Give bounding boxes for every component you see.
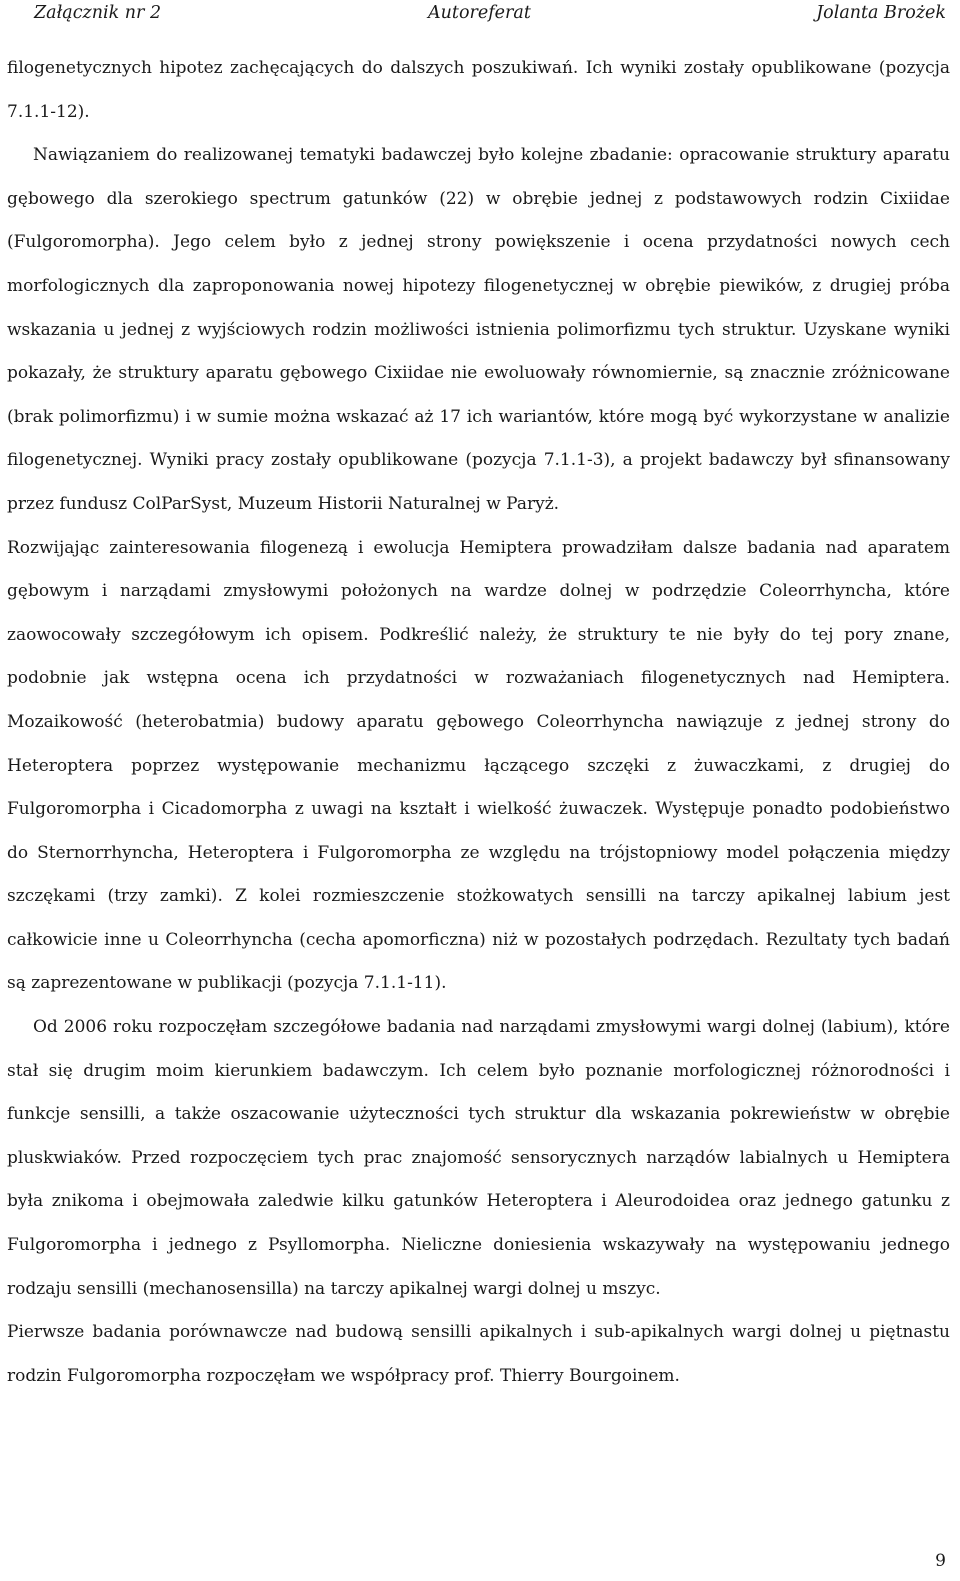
paragraph-fulgoromorpha: Pierwsze badania porównawcze nad budową sensilli apikalnych i sub-apikalnych wargi dolnej u piętnastu rodzin Fulgoromorpha rozpoczęłam we współpracy prof. Thierry Bourgoinem. [7,1322,950,1386]
page-header [34,0,946,26]
document-body [7,47,950,1398]
paragraph-labium-sensilla: Od 2006 roku rozpoczęłam szczegółowe badania nad narządami zmysłowymi wargi dolnej (labium), które stał się drugim moim kierunkiem badawczym. Ich celem było poznanie morfologicznej różnorodności i funkcje sensilli, a także oszacowanie użyteczności tych struktur dla wskazania pokrewieństw w obrębie pluskwiaków. Przed rozpoczęciem tych prac znajomość sensorycznych narządów labialnych u Hemiptera była znikoma i obejmowała zaledwie kilku gatunków Heteroptera i Aleurodoidea oraz jednego gatunku z Fulgoromorpha i jednego z Psyllomorpha. Nieliczne doniesienia wskazywały na występowaniu jednego rodzaju sensilli (mechanosensilla) na tarczy apikalnej wargi dolnej u mszyc. [7,1017,950,1299]
page-number: 9 [935,1551,946,1571]
paragraph-cixiidae: Nawiązaniem do realizowanej tematyki badawczej było kolejne zbadanie: opracowanie struktury aparatu gębowego dla szerokiego spectrum gatunków (22) w obrębie jednej z podstawowych rodzin Cixiidae (Fulgoromorpha). Jego celem było z jednej strony powiększenie i ocena przydatności nowych cech morfologicznych dla zaproponowania nowej hipotezy filogenetycznej w obrębie piewików, z drugiej próba wskazania u jednej z wyjściowych rodzin możliwości istnienia polimorfizmu tych struktur. Uzyskane wyniki pokazały, że struktury aparatu gębowego Cixiidae nie ewoluowały równomiernie, są znacznie zróżnicowane (brak polimorfizmu) i w sumie można wskazać aż 17 ich wariantów, które mogą być wykorzystane w analizie filogenetycznej. Wyniki pracy zostały opublikowane (pozycja 7.1.1-3), a projekt badawczy był sfinansowany przez fundusz ColParSyst, Muzeum Historii Naturalnej w Paryż. [7,145,950,514]
header-author-name: Jolanta Brożek [816,3,946,23]
paragraph-coleorrhyncha: Rozwijając zainteresowania filogenezą i ewolucja Hemiptera prowadziłam dalsze badania nad aparatem gębowym i narządami zmysłowymi położonych na wardze dolnej w podrzędzie Coleorrhyncha, które zaowocowały szczegółowym ich opisem. Podkreślić należy, że struktury te nie były do tej pory znane, podobnie jak wstępna ocena ich przydatności w rozważaniach filogenetycznych nad Hemiptera. Mozaikowość (heterobatmia) budowy aparatu gębowego Coleorrhyncha nawiązuje z jednej strony do Heteroptera poprzez występowanie mechanizmu łączącego szczęki z żuwaczkami, z drugiej do Fulgoromorpha i Cicadomorpha z uwagi na kształt i wielkość żuwaczek. Występuje ponadto podobieństwo do Sternorrhyncha, Heteroptera i Fulgoromorpha ze względu na trójstopniowy model połączenia między szczękami (trzy zamki). Z kolei rozmieszczenie stożkowatych sensilli na tarczy apikalnej labium jest całkowicie inne u Coleorrhyncha (cecha apomorficzna) niż w pozostałych podrzędach. Rezultaty tych badań są zaprezentowane w publikacji (pozycja 7.1.1-11). [7,537,950,994]
header-document-title: Autoreferat [428,3,531,23]
header-attachment-label: Załącznik nr 2 [34,3,162,23]
paragraph-continuation: filogenetycznych hipotez zachęcających do dalszych poszukiwań. Ich wyniki zostały opublikowane (pozycja 7.1.1-12). [7,58,950,122]
